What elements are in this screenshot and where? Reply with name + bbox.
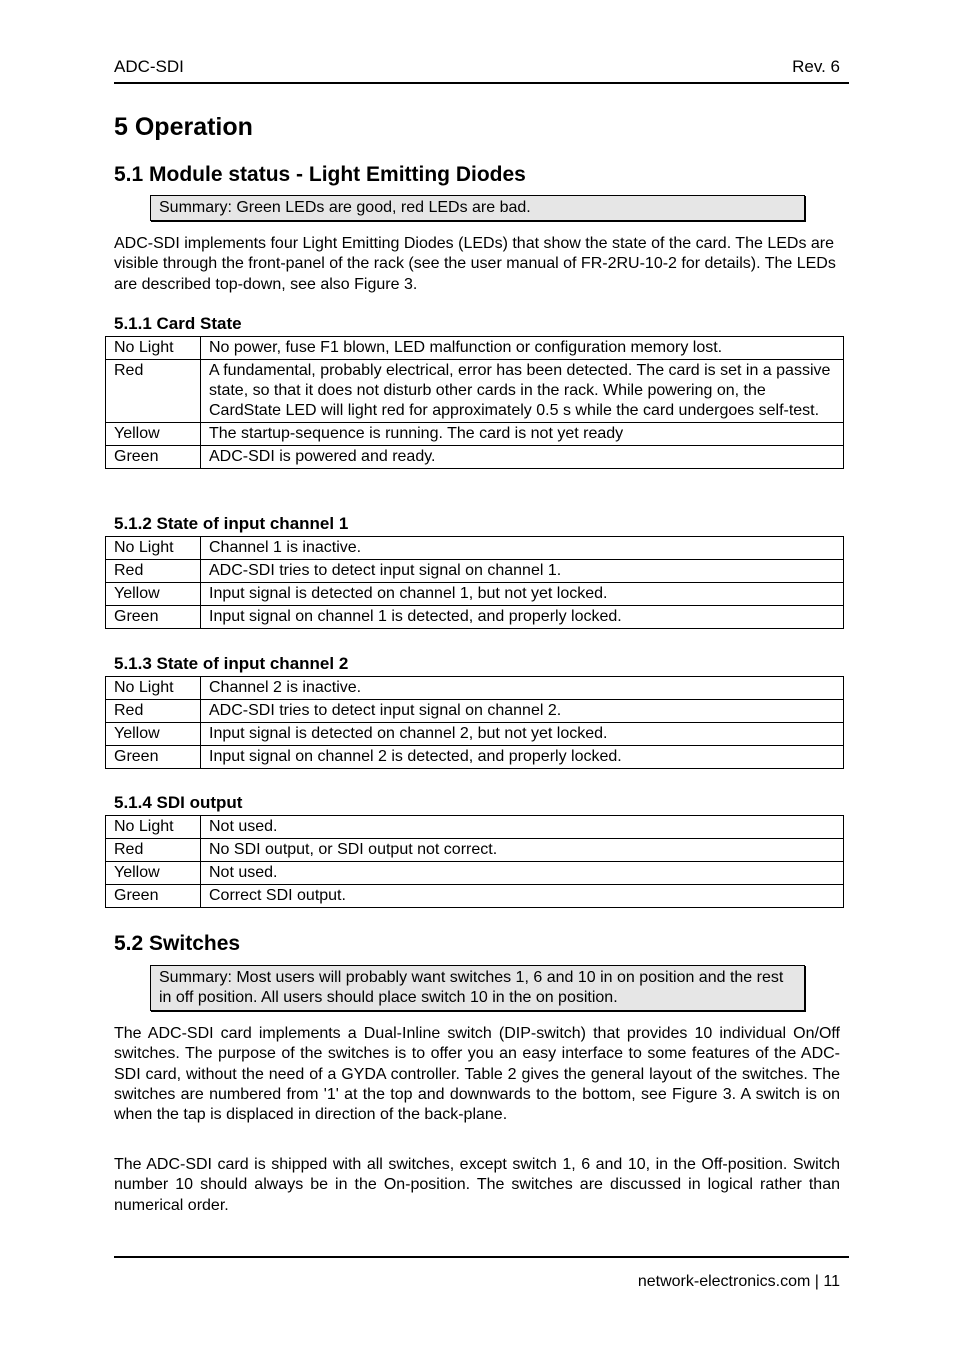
led-state-cell: Yellow (106, 583, 201, 606)
summary-box-switches: Summary: Most users will probably want switches 1, 6 and 10 in on position and the rest in off position. All users should place switch 10 in the on position. (150, 965, 805, 1011)
table-row (106, 700, 844, 723)
section-title: 5 Operation (114, 113, 253, 141)
footer-page-info: network-electronics.com | 11 (637, 1273, 840, 1290)
led-desc-cell: Input signal is detected on channel 1, but not yet locked. (201, 583, 844, 606)
table-row (106, 446, 844, 469)
switches-paragraph-2: The ADC-SDI card is shipped with all switches, except switch 1, 6 and 10, in the Off-position. Switch number 10 should always be in the On-position. The switches are discussed in logical rather than numerical order. (114, 1156, 840, 1214)
led-desc-cell: The startup-sequence is running. The card is not yet ready (201, 423, 844, 446)
switches-paragraph-1: The ADC-SDI card implements a Dual-Inline switch (DIP-switch) that provides 10 individual On/Off switches. The purpose of the switches is to offer you an easy interface to some features of the ADC-SDI card, without the need of a GYDA controller. Table 2 gives the general layout of the switches. The switches are numbered from '1' at the top and downwards to the bottom, see Figure 3. A switch is on when the tap is displaced in direction of the back-plane. (114, 1025, 840, 1124)
table-row (106, 862, 844, 885)
led-table-input-channel-1 (105, 536, 844, 629)
header-revision: Rev. 6 (792, 57, 840, 76)
table-row (106, 723, 844, 746)
subsection-title-leds: 5.1 Module status - Light Emitting Diodes (114, 163, 526, 186)
led-desc-cell: Not used. (201, 816, 844, 839)
led-table-card-state (105, 336, 844, 469)
led-desc-cell: ADC-SDI tries to detect input signal on channel 2. (201, 700, 844, 723)
led-state-cell: Green (106, 606, 201, 629)
summary-box-leds: Summary: Green LEDs are good, red LEDs are bad. (150, 195, 805, 221)
led-desc-cell: Channel 1 is inactive. (201, 537, 844, 560)
header-divider (114, 82, 849, 84)
led-desc-cell: ADC-SDI tries to detect input signal on channel 1. (201, 560, 844, 583)
table-row (106, 360, 844, 423)
table-heading-sdi-output: 5.1.4 SDI output (114, 793, 243, 812)
led-desc-cell: No SDI output, or SDI output not correct. (201, 839, 844, 862)
led-desc-cell: Input signal on channel 1 is detected, and properly locked. (201, 606, 844, 629)
header-doc-title: ADC-SDI (114, 57, 184, 76)
table-row (106, 560, 844, 583)
led-state-cell: Yellow (106, 423, 201, 446)
table-heading-input-channel-1: 5.1.2 State of input channel 1 (114, 514, 349, 533)
led-state-cell: Yellow (106, 862, 201, 885)
table-heading-input-channel-2: 5.1.3 State of input channel 2 (114, 654, 349, 673)
led-desc-cell: Correct SDI output. (201, 885, 844, 908)
table-row (106, 746, 844, 769)
led-state-cell: Red (106, 839, 201, 862)
table-heading-card-state: 5.1.1 Card State (114, 314, 242, 333)
table-row (106, 537, 844, 560)
led-desc-cell: Input signal is detected on channel 2, but not yet locked. (201, 723, 844, 746)
led-desc-cell: Channel 2 is inactive. (201, 677, 844, 700)
led-desc-cell: A fundamental, probably electrical, error has been detected. The card is set in a passive state, so that it does not disturb other cards in the rack. While powering on, the CardState LED will light red for approximately 0.5 s while the card undergoes self-test. (201, 360, 844, 423)
led-intro-paragraph: ADC-SDI implements four Light Emitting Diodes (LEDs) that show the state of the card. The LEDs are visible through the front-panel of the rack (see the user manual of FR-2RU-10-2 for details). The LEDs are described top-down, see also Figure 3. (114, 235, 836, 293)
led-state-cell: No Light (106, 816, 201, 839)
led-desc-cell: No power, fuse F1 blown, LED malfunction or configuration memory lost. (201, 337, 844, 360)
led-state-cell: Red (106, 360, 201, 423)
led-state-cell: No Light (106, 337, 201, 360)
led-desc-cell: Input signal on channel 2 is detected, and properly locked. (201, 746, 844, 769)
table-row (106, 885, 844, 908)
table-row (106, 839, 844, 862)
table-row (106, 606, 844, 629)
led-state-cell: No Light (106, 677, 201, 700)
led-state-cell: Yellow (106, 723, 201, 746)
subsection-title-switches: 5.2 Switches (114, 932, 241, 955)
table-row (106, 677, 844, 700)
footer-divider (114, 1256, 849, 1258)
led-state-cell: Green (106, 885, 201, 908)
table-row (106, 337, 844, 360)
led-desc-cell: ADC-SDI is powered and ready. (201, 446, 844, 469)
table-row (106, 583, 844, 606)
led-state-cell: Red (106, 560, 201, 583)
led-table-input-channel-2 (105, 676, 844, 769)
led-state-cell: No Light (106, 537, 201, 560)
led-state-cell: Green (106, 446, 201, 469)
led-state-cell: Red (106, 700, 201, 723)
table-row (106, 423, 844, 446)
led-desc-cell: Not used. (201, 862, 844, 885)
led-table-sdi-output (105, 815, 844, 908)
led-state-cell: Green (106, 746, 201, 769)
table-row (106, 816, 844, 839)
